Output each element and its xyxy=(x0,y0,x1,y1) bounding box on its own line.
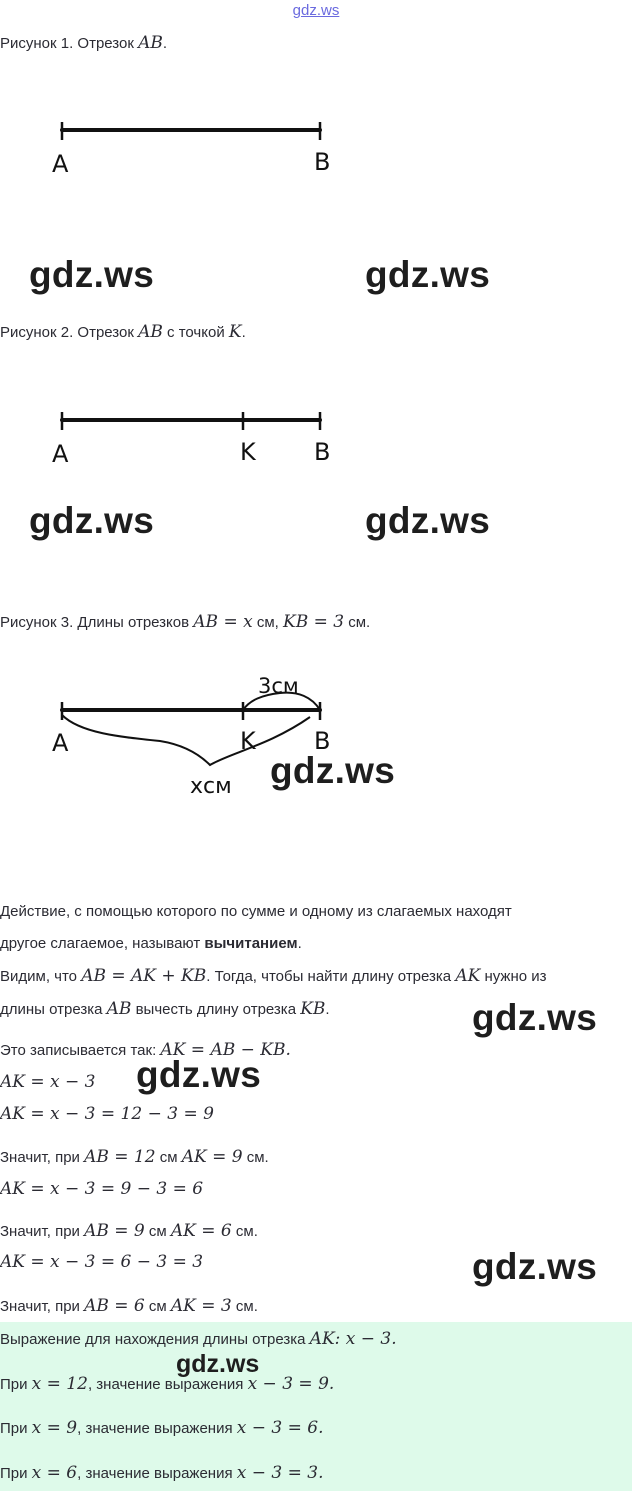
answer-line xyxy=(0,1418,323,1438)
math: x − 3 = 6. xyxy=(236,1418,324,1438)
math: x = 12 xyxy=(31,1374,88,1394)
math: KB xyxy=(300,999,326,1019)
label-xcm: хсм xyxy=(190,774,232,799)
text: см xyxy=(144,1223,171,1240)
text: Значит, при xyxy=(0,1149,85,1166)
explanation-line xyxy=(0,999,330,1019)
figure1-segment-drawing xyxy=(0,100,400,190)
label-a: A xyxy=(52,150,69,178)
text: длины отрезка xyxy=(0,1001,107,1018)
caption-text: . xyxy=(162,35,168,52)
label-k: K xyxy=(240,727,256,755)
text: см. xyxy=(231,1298,258,1315)
watermark: gdz.ws xyxy=(365,254,491,295)
figure1-caption xyxy=(0,33,167,53)
watermark: gdz.ws xyxy=(270,750,396,791)
text: , значение выражения xyxy=(77,1465,237,1482)
equation: AK = x − 3 = 6 − 3 = 3 xyxy=(0,1252,204,1272)
watermark: gdz.ws xyxy=(472,997,598,1038)
watermark: gdz.ws xyxy=(472,1246,598,1287)
text: Выражение для нахождения длины отрезка xyxy=(0,1331,310,1348)
explanation-line xyxy=(0,935,302,952)
text: При xyxy=(0,1465,32,1482)
caption-math: AB xyxy=(138,322,163,342)
text: см xyxy=(155,1149,182,1166)
caption-text: Рисунок 1. Отрезок xyxy=(0,35,139,52)
label-3cm: 3см xyxy=(258,674,299,698)
math: AK: x − 3. xyxy=(309,1329,397,1349)
text: . xyxy=(325,1001,330,1018)
watermark: gdz.ws xyxy=(365,500,491,541)
text: см xyxy=(144,1298,171,1315)
equation: AK = x − 3 = 12 − 3 = 9 xyxy=(0,1104,214,1124)
caption-text: Рисунок 2. Отрезок xyxy=(0,324,139,341)
answer-line xyxy=(0,1329,397,1349)
conclusion-line xyxy=(0,1147,269,1167)
text: Видим, что xyxy=(0,968,82,985)
answer-line xyxy=(0,1374,334,1394)
caption-text: с точкой xyxy=(162,324,229,341)
text: , значение выражения xyxy=(77,1420,237,1437)
text: см. xyxy=(242,1149,269,1166)
text: При xyxy=(0,1420,32,1437)
text: Значит, при xyxy=(0,1223,85,1240)
text: При xyxy=(0,1376,32,1393)
text: см. xyxy=(231,1223,258,1240)
site-link[interactable]: gdz.ws xyxy=(292,2,340,19)
text: вычесть длину отрезка xyxy=(131,1001,301,1018)
watermark: gdz.ws xyxy=(176,1350,260,1378)
math: AB = 12 xyxy=(84,1147,156,1167)
math: x = 6 xyxy=(31,1463,78,1483)
caption-math: AB = x xyxy=(193,612,253,632)
figure2-segment-drawing xyxy=(0,392,400,472)
text: , значение выражения xyxy=(87,1376,248,1393)
math: AB = 6 xyxy=(84,1296,145,1316)
caption-text: Рисунок 3. Длины отрезков xyxy=(0,614,194,631)
math: x = 9 xyxy=(31,1418,78,1438)
label-a: A xyxy=(52,729,69,757)
text: другое слагаемое, называют xyxy=(0,935,205,952)
watermark: gdz.ws xyxy=(29,500,155,541)
text: . xyxy=(297,935,302,952)
explanation-line xyxy=(0,966,547,986)
math: AB xyxy=(106,999,132,1019)
text: Значит, при xyxy=(0,1298,85,1315)
math: AB = 9 xyxy=(84,1221,145,1241)
math: AK = 3 xyxy=(170,1296,232,1316)
watermark: gdz.ws xyxy=(136,1054,262,1095)
equation: AK = x − 3 xyxy=(0,1072,96,1092)
bold-term: вычитанием xyxy=(204,935,298,952)
label-b: B xyxy=(314,438,331,466)
explanation-line: Действие, с помощью которого по сумме и одному из слагаемых находят xyxy=(0,903,512,920)
answer-line xyxy=(0,1463,323,1483)
conclusion-line xyxy=(0,1221,258,1241)
caption-text: см. xyxy=(344,614,371,631)
math: AK = 6 xyxy=(170,1221,232,1241)
figure2-caption xyxy=(0,322,246,342)
label-b: B xyxy=(314,727,331,755)
conclusion-line xyxy=(0,1296,258,1316)
figure3-caption xyxy=(0,612,370,632)
math: AK = AB − KB. xyxy=(160,1040,291,1060)
math: x − 3 = 3. xyxy=(236,1463,324,1483)
caption-text: см, xyxy=(252,614,284,631)
math: AB = AK + KB xyxy=(81,966,207,986)
math: x − 3 = 9. xyxy=(247,1374,335,1394)
math: AK = 9 xyxy=(181,1147,243,1167)
text: Это записывается так: xyxy=(0,1042,161,1059)
label-b: B xyxy=(314,148,331,176)
text: нужно из xyxy=(480,968,547,985)
caption-math: KB = 3 xyxy=(283,612,345,632)
label-a: A xyxy=(52,440,69,468)
caption-math: AB xyxy=(138,33,163,53)
caption-math: K xyxy=(228,322,242,342)
equation: AK = x − 3 = 9 − 3 = 6 xyxy=(0,1179,204,1199)
watermark: gdz.ws xyxy=(29,254,155,295)
text: . Тогда, чтобы найти длину отрезка xyxy=(206,968,456,985)
label-k: K xyxy=(240,438,256,466)
caption-text: . xyxy=(241,324,246,341)
math: AK xyxy=(455,966,481,986)
